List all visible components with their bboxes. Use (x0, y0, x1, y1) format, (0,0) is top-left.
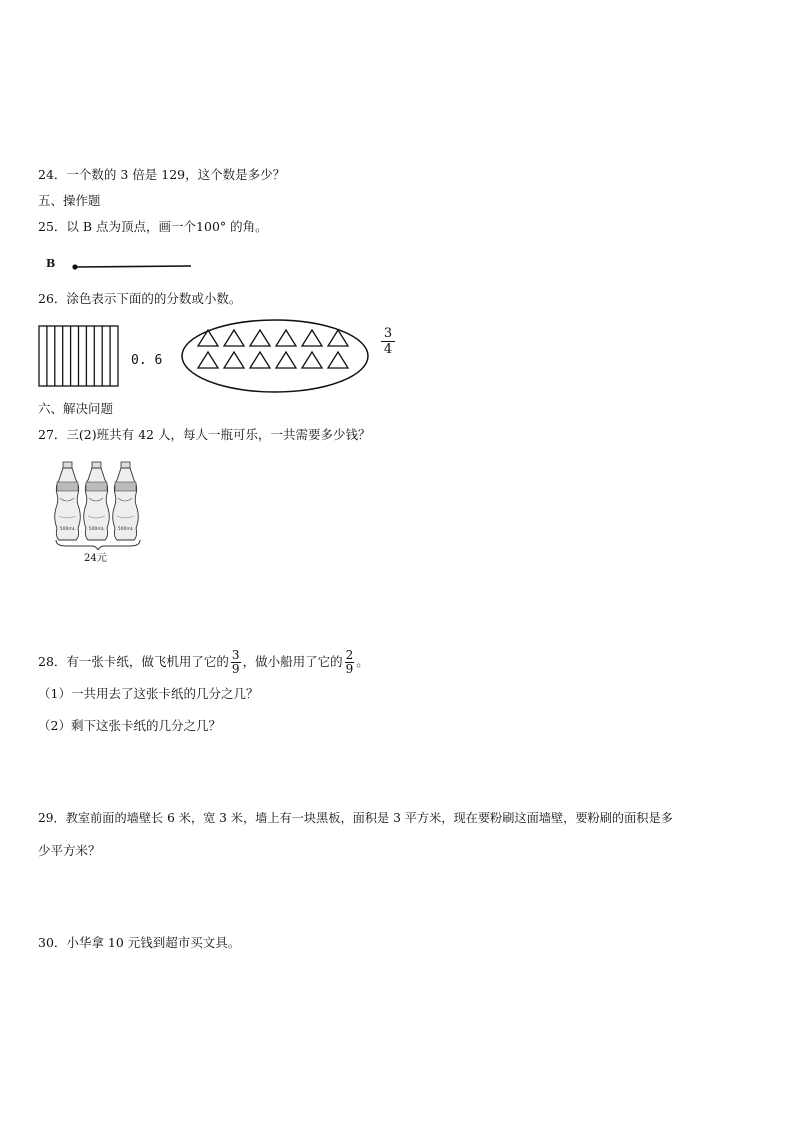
section-heading-problem-solving: 六、解决问题 (38, 401, 114, 416)
q28-prefix: 28．有一张卡纸，做飞机用了它的 (38, 654, 229, 669)
question-30: 30．小华拿 10 元钱到超市买文具。 (38, 935, 241, 950)
triangle-icon (250, 352, 270, 368)
fraction-numerator: 3 (381, 326, 395, 342)
triangle-icon (328, 352, 348, 368)
fraction-denominator: 9 (231, 662, 240, 676)
decimal-value: 0. 6 (131, 353, 163, 368)
fraction-denominator: 4 (383, 342, 393, 357)
q28-middle: ，做小船用了它的 (242, 654, 343, 669)
triangle-icon (250, 330, 270, 346)
triangle-icon (302, 352, 322, 368)
triangle-icon (302, 330, 322, 346)
fraction-denominator: 9 (345, 662, 354, 676)
point-b-label: B (46, 257, 56, 270)
question-28-part-2: （2）剩下这张卡纸的几分之几？ (38, 718, 221, 733)
bottle-volume-label: 500mL (117, 527, 134, 532)
q28-suffix: 。 (356, 654, 369, 669)
question-29-line-2: 少平方米？ (38, 843, 101, 858)
triangle-icon (224, 352, 244, 368)
cola-bottles-image (52, 460, 144, 550)
fraction-numerator: 3 (231, 648, 240, 662)
cola-bottle-icon (55, 462, 81, 540)
fraction-numerator: 2 (345, 648, 354, 662)
fraction-three-ninths (231, 649, 241, 676)
triangle-icon (224, 330, 244, 346)
bottle-volume-label: 500mL (88, 527, 105, 532)
question-28-part-1: （1）一共用去了这张卡纸的几分之几？ (38, 686, 259, 701)
bottle-volume-label: 500mL (59, 527, 76, 532)
triangle-icon (276, 330, 296, 346)
question-24: 24．一个数的 3 倍是 129，这个数是多少？ (38, 167, 286, 182)
striped-rectangle (38, 325, 120, 387)
question-27: 27．三(2)班共有 42 人，每人一瓶可乐，一共需要多少钱？ (38, 427, 371, 442)
triangle-icon (276, 352, 296, 368)
triangle-icon (198, 330, 218, 346)
fraction-three-quarters (381, 326, 395, 357)
question-29-line-1: 29．教室前面的墙壁长 6 米，宽 3 米，墙上有一块黑板，面积是 3 平方米，现在要粉刷这面墙壁，要粉刷的面积是多 (38, 811, 673, 825)
question-28 (38, 648, 369, 676)
triangle-ellipse (180, 318, 370, 394)
question-26: 26．涂色表示下面的的分数或小数。 (38, 291, 242, 306)
cola-bottle-icon (84, 462, 110, 540)
fraction-two-ninths (345, 649, 355, 676)
section-heading-operations: 五、操作题 (38, 193, 101, 208)
triangle-icon (198, 352, 218, 368)
cola-bottle-icon (113, 462, 139, 540)
ray-from-b (68, 252, 198, 276)
price-label: 24元 (84, 553, 107, 564)
question-25: 25．以 B 点为顶点，画一个100° 的角。 (38, 219, 268, 234)
